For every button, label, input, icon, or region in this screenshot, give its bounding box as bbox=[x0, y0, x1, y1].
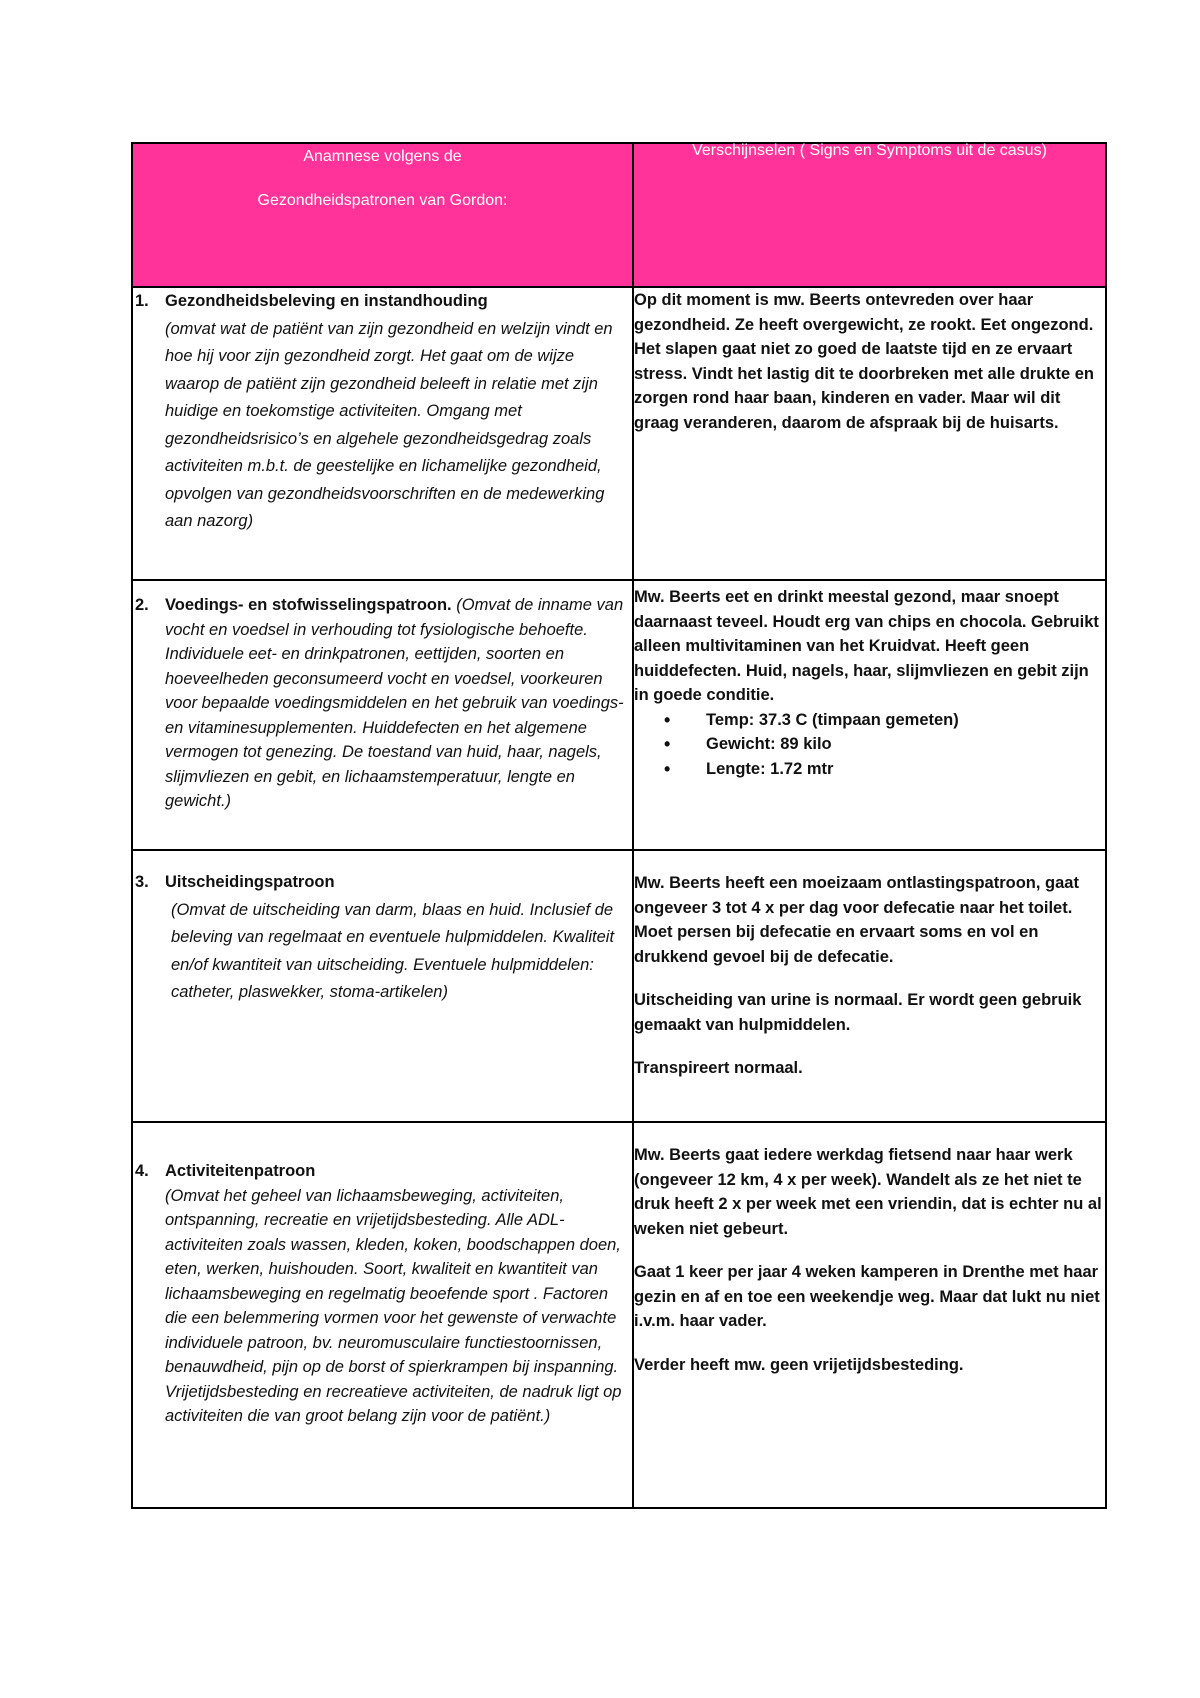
pattern-cell bbox=[132, 1122, 633, 1508]
table-row bbox=[132, 1122, 1106, 1508]
finding-paragraph: Mw. Beerts heeft een moeizaam ontlastingspatroon, gaat ongeveer 3 tot 4 x per dag voor defecatie naar het toilet. Moet persen bij defecatie en ervaart soms en vol en drukkend gevoel bij de defecatie. bbox=[634, 874, 1079, 966]
pattern-title: Uitscheidingspatroon bbox=[165, 873, 335, 891]
finding-paragraph: Verder heeft mw. geen vrijetijdsbesteding. bbox=[634, 1355, 964, 1374]
header-right-cell bbox=[633, 143, 1106, 287]
finding-paragraph: Uitscheiding van urine is normaal. Er wordt geen gebruik gemaakt van hulpmiddelen. bbox=[634, 991, 1082, 1034]
pattern-description: (omvat wat de patiënt van zijn gezondheid en welzijn vindt en hoe hij voor zijn gezondheid zorgt. Het gaat om de wijze waarop de patiënt zijn gezondheid beleeft in relatie met zijn huidige en toekomstige activiteiten. Omgang met gezondheidsrisico’s en algehele gezondheidsgedrag zoals activiteiten m.b.t. de geestelijke en lichamelijke gezondheid, opvolgen van gezondheidsvoorschriften en de medewerking aan nazorg) bbox=[165, 319, 613, 530]
pattern-number: 1. bbox=[135, 292, 149, 310]
pattern-cell bbox=[132, 580, 633, 850]
pattern-description: (Omvat de inname van vocht en voedsel in verhouding tot fysiologische behoefte. Individuele eet- en drinkpatronen, eettijden, soorten en hoeveelheden geconsumeerd vocht en voedsel, voorkeuren voor bepaalde voedingsmiddelen en het gebruik van voedings- en vitaminesupplementen. Huiddefecten en het algemene vermogen tot genezing. De toestand van huid, haar, nagels, slijmvliezen en gebit, en lichaamstemperatuur, lengte en gewicht.) bbox=[165, 596, 624, 810]
header-left-line2: Gezondheidspatronen van Gordon: bbox=[257, 192, 508, 209]
findings-cell bbox=[633, 287, 1106, 580]
list-item bbox=[664, 757, 1105, 782]
list-item bbox=[664, 732, 1105, 757]
table-row bbox=[132, 850, 1106, 1122]
finding-paragraph: Mw. Beerts gaat iedere werkdag fietsend naar haar werk (ongeveer 12 km, 4 x per week). Wandelt als ze het niet te druk heeft 2 x per week met een vriendin, dat is echter nu al weken niet gebeurt. bbox=[634, 1146, 1102, 1238]
pattern-number: 3. bbox=[135, 873, 149, 891]
vitals-list bbox=[634, 708, 1105, 782]
table-header-row bbox=[132, 143, 1106, 287]
vital-temp: Temp: 37.3 C (timpaan gemeten) bbox=[706, 710, 959, 729]
pattern-description: (Omvat de uitscheiding van darm, blaas en huid. Inclusief de beleving van regelmaat en eventuele hulpmiddelen. Kwaliteit en/of kwantiteit van uitscheiding. Eventuele hulpmiddelen: catheter, plaswekker, stoma-artikelen) bbox=[171, 900, 615, 1001]
bullet-icon: • bbox=[664, 709, 671, 730]
vital-weight: Gewicht: 89 kilo bbox=[706, 735, 832, 753]
finding-paragraph: Mw. Beerts eet en drinkt meestal gezond, maar snoept daarnaast teveel. Houdt erg van chips en chocola. Gebruikt alleen multivitaminen van het Kruidvat. Heeft geen huiddefecten. Huid, nagels, haar, slijmvliezen en gebit zijn in goede conditie. bbox=[634, 588, 1099, 704]
bullet-icon: • bbox=[664, 734, 671, 754]
header-left-line1: Anamnese volgens de bbox=[303, 148, 462, 165]
pattern-title: Activiteitenpatroon bbox=[165, 1162, 316, 1180]
header-left-cell bbox=[132, 143, 633, 287]
pattern-number: 2. bbox=[135, 596, 149, 614]
finding-paragraph: Gaat 1 keer per jaar 4 weken kamperen in Drenthe met haar gezin en af en toe een weekendje weg. Maar dat lukt nu niet i.v.m. haar vader. bbox=[634, 1263, 1100, 1330]
bullet-icon: • bbox=[664, 758, 671, 779]
finding-paragraph: Transpireert normaal. bbox=[634, 1059, 803, 1077]
list-item bbox=[664, 708, 1105, 733]
table-row bbox=[132, 580, 1106, 850]
findings-cell bbox=[633, 580, 1106, 850]
findings-cell bbox=[633, 850, 1106, 1122]
gordon-assessment-table bbox=[131, 142, 1107, 1509]
table-row bbox=[132, 287, 1106, 580]
pattern-description: (Omvat het geheel van lichaamsbeweging, activiteiten, ontspanning, recreatie en vrijetijdsbesteding. Alle ADL-activiteiten zoals wassen, kleden, koken, boodschappen doen, eten, werken, huishouden. Soort, kwaliteit en kwantiteit van lichaamsbeweging en regelmatig beoefende sport . Factoren die een belemmering vormen voor het gewenste of verwachte individuele patroon, bv. neuromusculaire functiestoornissen, benauwdheid, pijn op de borst of spierkrampen bij inspanning. Vrijetijdsbesteding en recreatieve activiteiten, de nadruk ligt op activiteiten die van groot belang zijn voor de patiënt.) bbox=[165, 1186, 622, 1425]
vital-length: Lengte: 1.72 mtr bbox=[706, 759, 834, 778]
findings-cell bbox=[633, 1122, 1106, 1508]
header-right-text: Verschijnselen ( Signs en Symptoms uit de casus) bbox=[692, 142, 1047, 159]
pattern-title: Voedings- en stofwisselingspatroon. bbox=[165, 596, 452, 614]
pattern-cell bbox=[132, 287, 633, 580]
pattern-title: Gezondheidsbeleving en instandhouding bbox=[165, 292, 488, 310]
pattern-cell bbox=[132, 850, 633, 1122]
finding-paragraph: Op dit moment is mw. Beerts ontevreden over haar gezondheid. Ze heeft overgewicht, ze rookt. Eet ongezond. Het slapen gaat niet zo goed de laatste tijd en ze ervaart stress. Vindt het lastig dit te doorbreken met alle drukte en zorgen rond haar baan, kinderen en vader. Maar wil dit graag veranderen, daarom de afspraak bij de huisarts. bbox=[634, 291, 1094, 432]
pattern-number: 4. bbox=[135, 1162, 149, 1180]
